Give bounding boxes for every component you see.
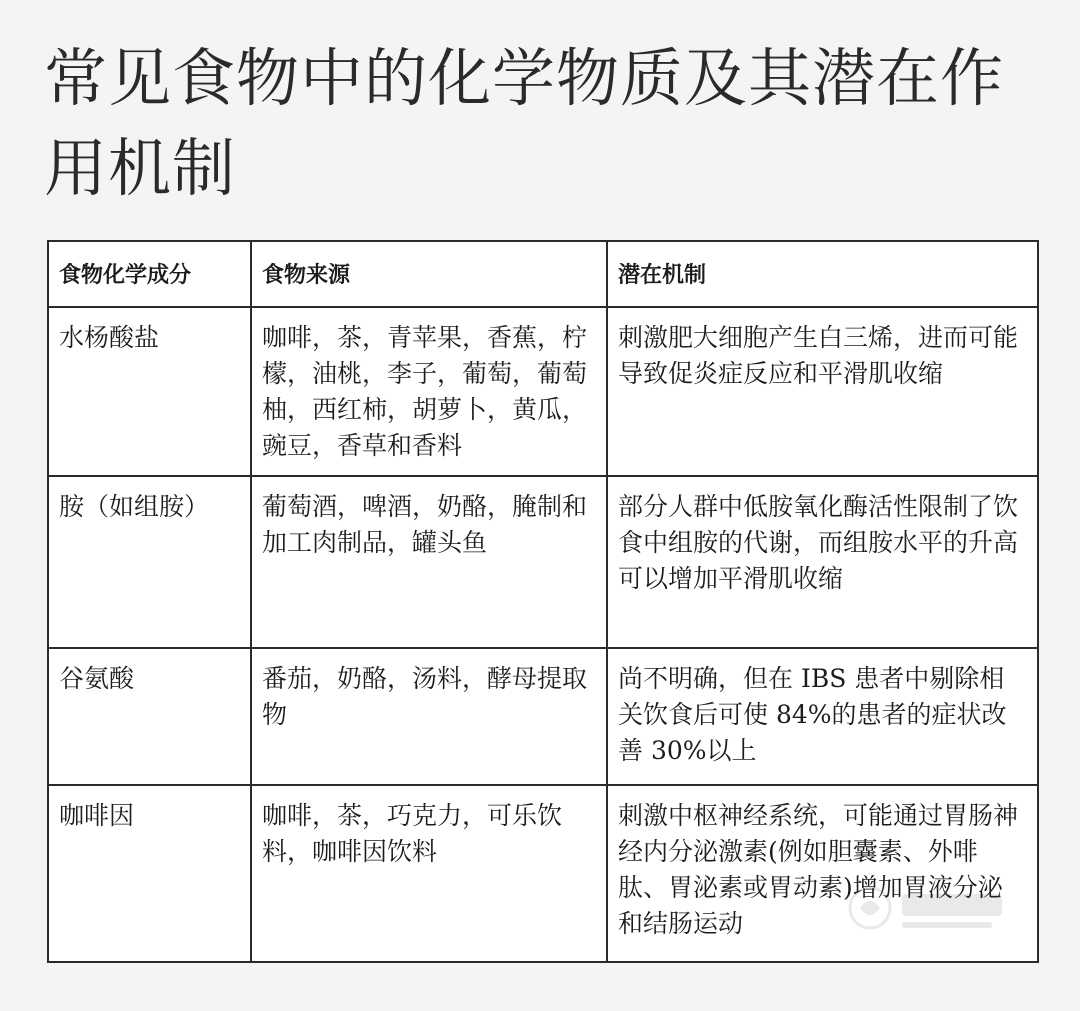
cell-sources: 番茄，奶酪，汤料，酵母提取物 (251, 648, 607, 785)
cell-sources: 葡萄酒，啤酒，奶酪，腌制和加工肉制品，罐头鱼 (251, 476, 607, 648)
cell-mechanism: 尚不明确，但在 IBS 患者中剔除相关饮食后可使 84%的患者的症状改善 30%以上 (607, 648, 1038, 785)
cell-sources: 咖啡，茶，巧克力，可乐饮料，咖啡因饮料 (251, 785, 607, 962)
cell-mechanism: 刺激肥大细胞产生白三烯，进而可能导致促炎症反应和平滑肌收缩 (607, 307, 1038, 476)
table-row (48, 648, 1038, 785)
cell-component: 咖啡因 (48, 785, 251, 962)
cell-component: 谷氨酸 (48, 648, 251, 785)
food-chemicals-table (47, 240, 1039, 963)
cell-mechanism: 刺激中枢神经系统，可能通过胃肠神经内分泌激素(例如胆囊素、外啡肽、胃泌素或胃动素)增加胃液分泌和结肠运动 (607, 785, 1038, 962)
page-title: 常见食物中的化学物质及其潜在作用机制 (44, 42, 1004, 205)
header-sources: 食物来源 (251, 241, 607, 307)
header-mechanism: 潜在机制 (607, 241, 1038, 307)
header-component: 食物化学成分 (48, 241, 251, 307)
table-header-row (48, 241, 1038, 307)
watermark-logo-icon (840, 880, 1020, 940)
cell-mechanism: 部分人群中低胺氧化酶活性限制了饮食中组胺的代谢，而组胺水平的升高可以增加平滑肌收缩 (607, 476, 1038, 648)
cell-component: 水杨酸盐 (48, 307, 251, 476)
table-row (48, 307, 1038, 476)
cell-component: 胺（如组胺） (48, 476, 251, 648)
table-row (48, 476, 1038, 648)
cell-sources: 咖啡，茶，青苹果，香蕉，柠檬，油桃，李子，葡萄，葡萄柚，西红柿，胡萝卜，黄瓜，豌豆，香草和香料 (251, 307, 607, 476)
